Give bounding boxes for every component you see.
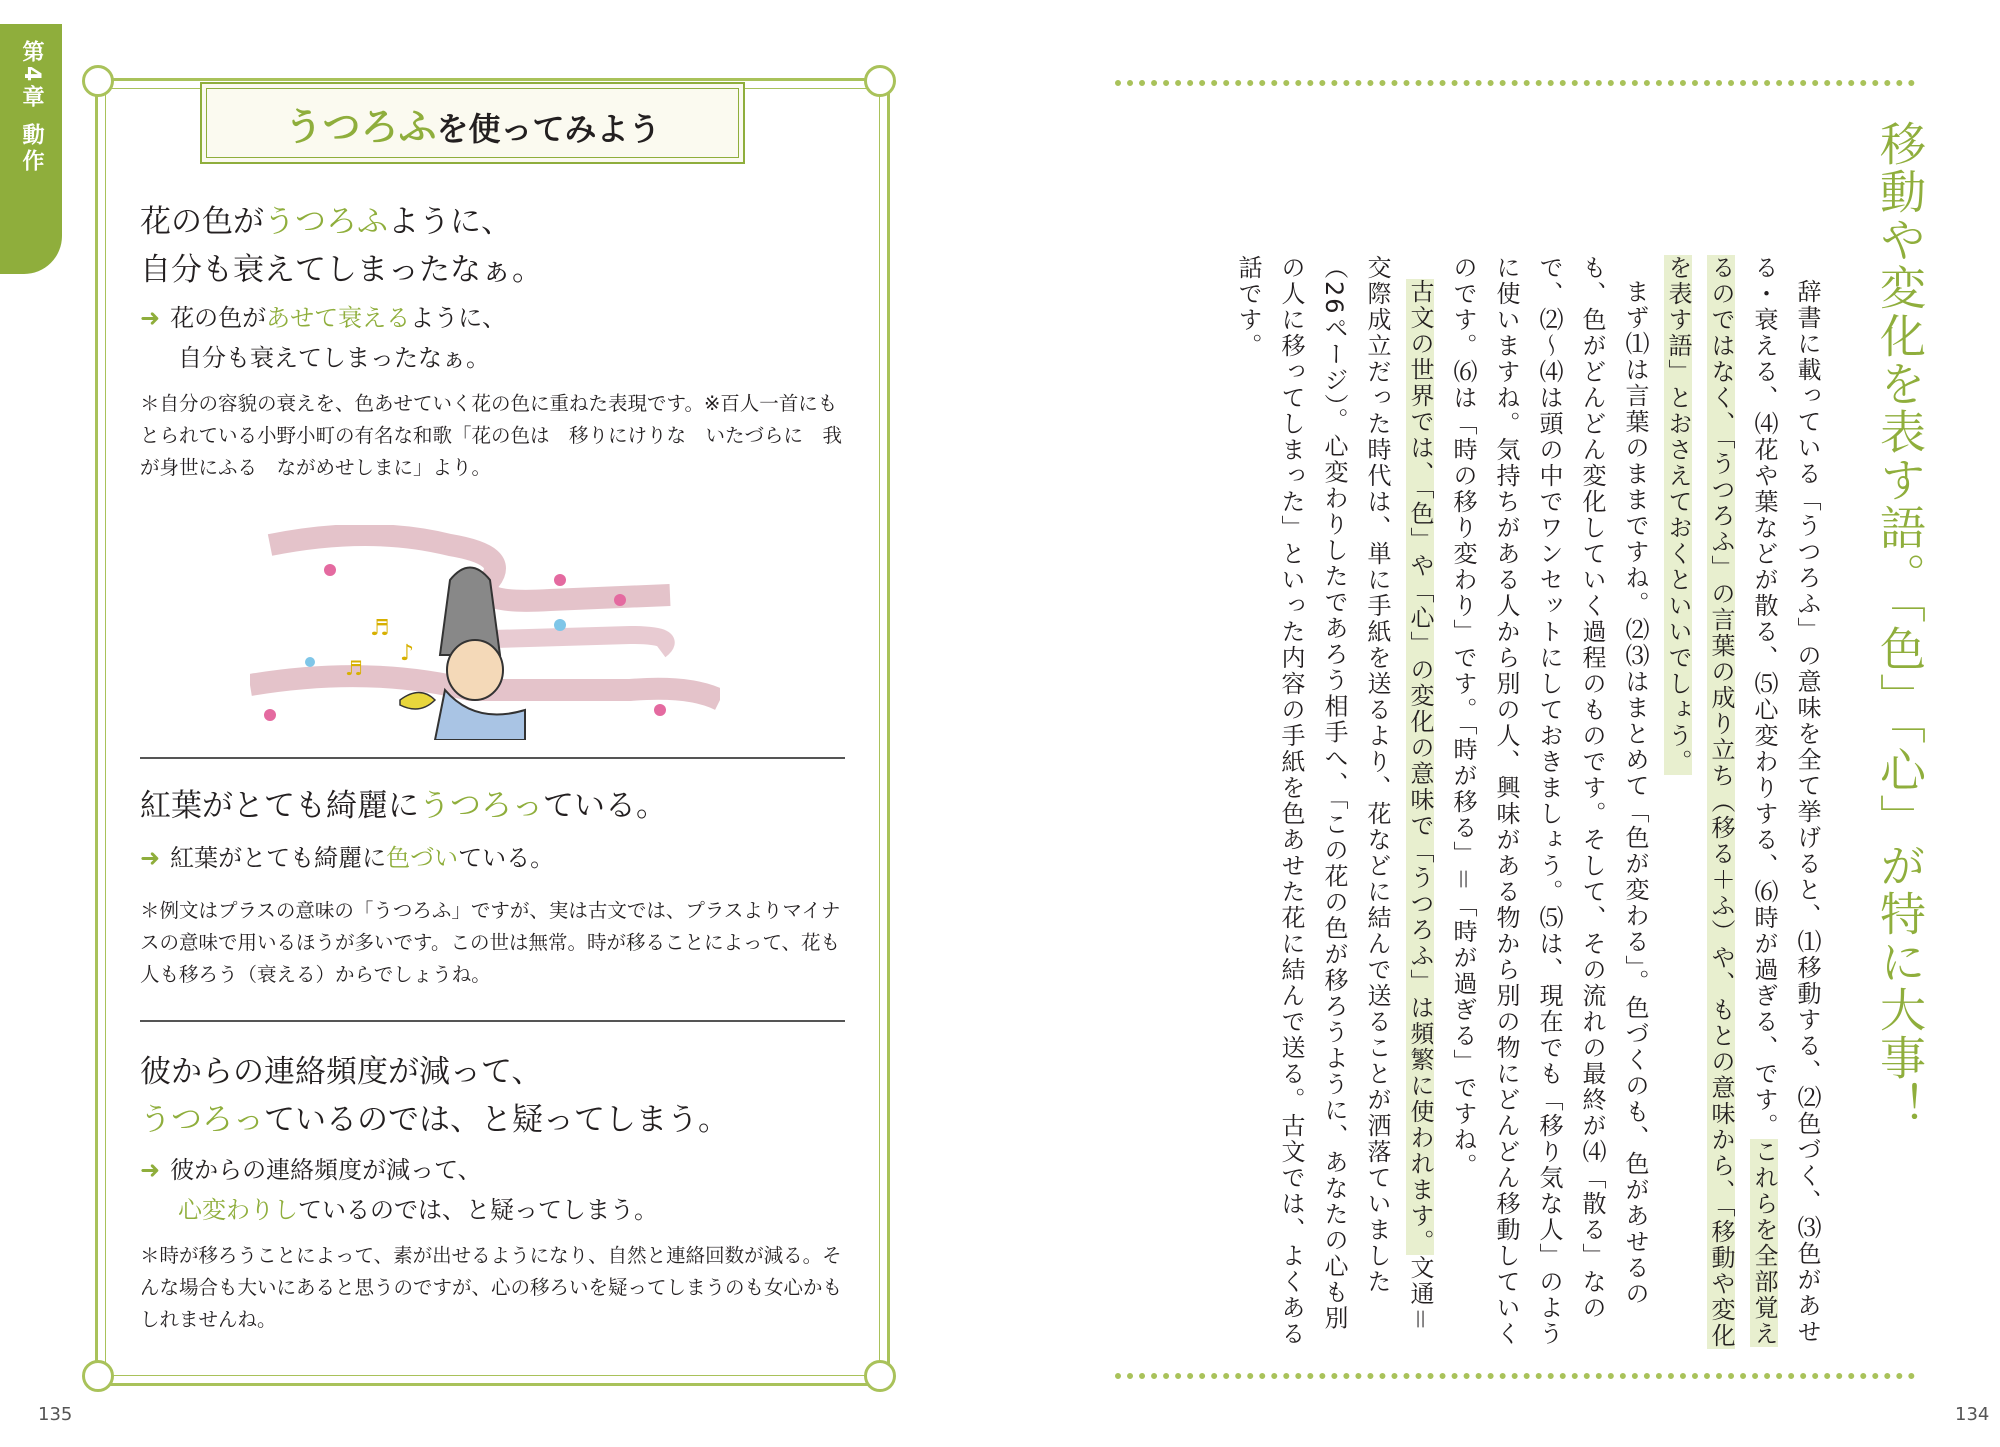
frame-corner-ornament	[82, 1360, 114, 1392]
example-3-sentence: 彼からの連絡頻度が減って、 うつろっているのでは、と疑ってしまう。	[140, 1054, 729, 1138]
svg-text:♪: ♪	[400, 641, 415, 666]
chapter-label: 第4章 動作	[19, 40, 44, 175]
chapter-tab	[0, 24, 62, 274]
arrow-right-icon: ➜	[140, 1156, 161, 1184]
page-number-right: 134	[1955, 1404, 1990, 1425]
paragraph-1: 辞書に載っている「うつろふ」の意味を全て挙げると、⑴移動する、⑵色づく、⑶色があせる・衰える、⑷花や葉などが散る、⑸心変わりする、⑹時が過ぎる、です。これらを全部覚えるのではなく、「うつろふ」の言葉の成り立ち（移る＋ふ）や、もとの意味から、「移動や変化を表す語」とおさえておくといいでしょう。	[1664, 255, 1821, 1349]
example-2-translation: ➜ 紅葉がとても綺麗に色づいている。	[140, 844, 555, 872]
title-rest: を使ってみよう	[436, 109, 661, 148]
frame-corner-ornament	[864, 1360, 896, 1392]
paragraph-2: まず⑴は言葉のままですね。⑵⑶はまとめて「色が変わる」。色づくのも、色があせるのも、色がどんどん変化していく過程のものです。そして、その流れの最終が⑷「散る」なので、⑵〜⑷は頭の中でワンセットにしておきましょう。⑸は、現在でも「移り気な人」のように使いますね。気持ちがある人から別の人、興味がある物から別の物にどんどん移動していくのです。⑹は「時の移り変わり」です。「時が移る」＝「時が過ぎる」ですね。	[1449, 255, 1649, 1347]
divider	[140, 1020, 845, 1022]
example-1-sentence: 花の色がうつろふように、 自分も衰えてしまったなぁ。	[140, 204, 543, 288]
example-3-translation: ➜ 彼からの連絡頻度が減って、 心変わりしているのでは、と疑ってしまう。	[140, 1156, 658, 1224]
svg-text:♬: ♬	[345, 656, 363, 680]
article-body	[1226, 255, 1828, 1355]
example-2-note: ＊例文はプラスの意味の「うつろふ」ですが、実は古文では、プラスよりマイナスの意味で用いるほうが多いです。この世は無常。時が移ることによって、花も人も移ろう（衰える）からでしょうね。	[140, 899, 841, 986]
arrow-right-icon: ➜	[140, 304, 161, 332]
frame-corner-ornament	[864, 65, 896, 97]
example-1-note: ＊自分の容貌の衰えを、色あせていく花の色に重ねた表現です。※百人一首にもとられている小野小町の有名な和歌「花の色は 移りにけりな いたづらに 我が身世にふる ながめせしまに」より。	[140, 392, 843, 479]
title-keyword: うつろふ	[284, 104, 437, 149]
article-heading: 移動や変化を表す語。「色」「心」が特に大事！	[1873, 120, 1927, 1130]
example-1-translation: ➜ 花の色があせて衰えるように、 自分も衰えてしまったなぁ。	[140, 304, 507, 372]
dotted-border-bottom	[1115, 1373, 1915, 1379]
example-2-sentence: 紅葉がとても綺麗にうつろっている。	[140, 788, 667, 824]
paragraph-3: 古文の世界では、「色」や「心」の変化の意味で「うつろふ」は頻繁に使われます。文通＝交際成立だった時代は、単に手紙を送るより、花などに結んで送ることが洒落ていました（26ページ）。心変わりしたであろう相手へ、「この花の色が移ろうように、あなたの心も別の人に移ってしまった」といった内容の手紙を色あせた花に結んで送る。古文では、よくある話です。	[1234, 255, 1434, 1347]
page-number-left: 135	[38, 1404, 73, 1425]
section-title	[206, 88, 739, 158]
arrow-right-icon: ➜	[140, 844, 161, 872]
example-3-note: ＊時が移ろうことによって、素が出せるようになり、自然と連絡回数が減る。そんな場合も大いにあると思うのですが、心の移ろいを疑ってしまうのも女心かもしれませんね。	[140, 1244, 843, 1331]
divider	[140, 757, 845, 759]
svg-text:♬: ♬	[370, 616, 390, 641]
frame-corner-ornament	[82, 65, 114, 97]
dotted-border-top	[1115, 80, 1915, 86]
highlight: 古文の世界では、「色」や「心」の変化の意味で「うつろふ」は頻繁に使われます。	[1406, 279, 1434, 1255]
illustration-poet	[250, 525, 720, 740]
highlight: これらを全部覚えるのではなく、「うつろふ」の言葉の成り立ち（移る＋ふ）や、もとの意味から、「移動や変化を表す語」とおさえておくといいでしょう。	[1664, 255, 1778, 1349]
